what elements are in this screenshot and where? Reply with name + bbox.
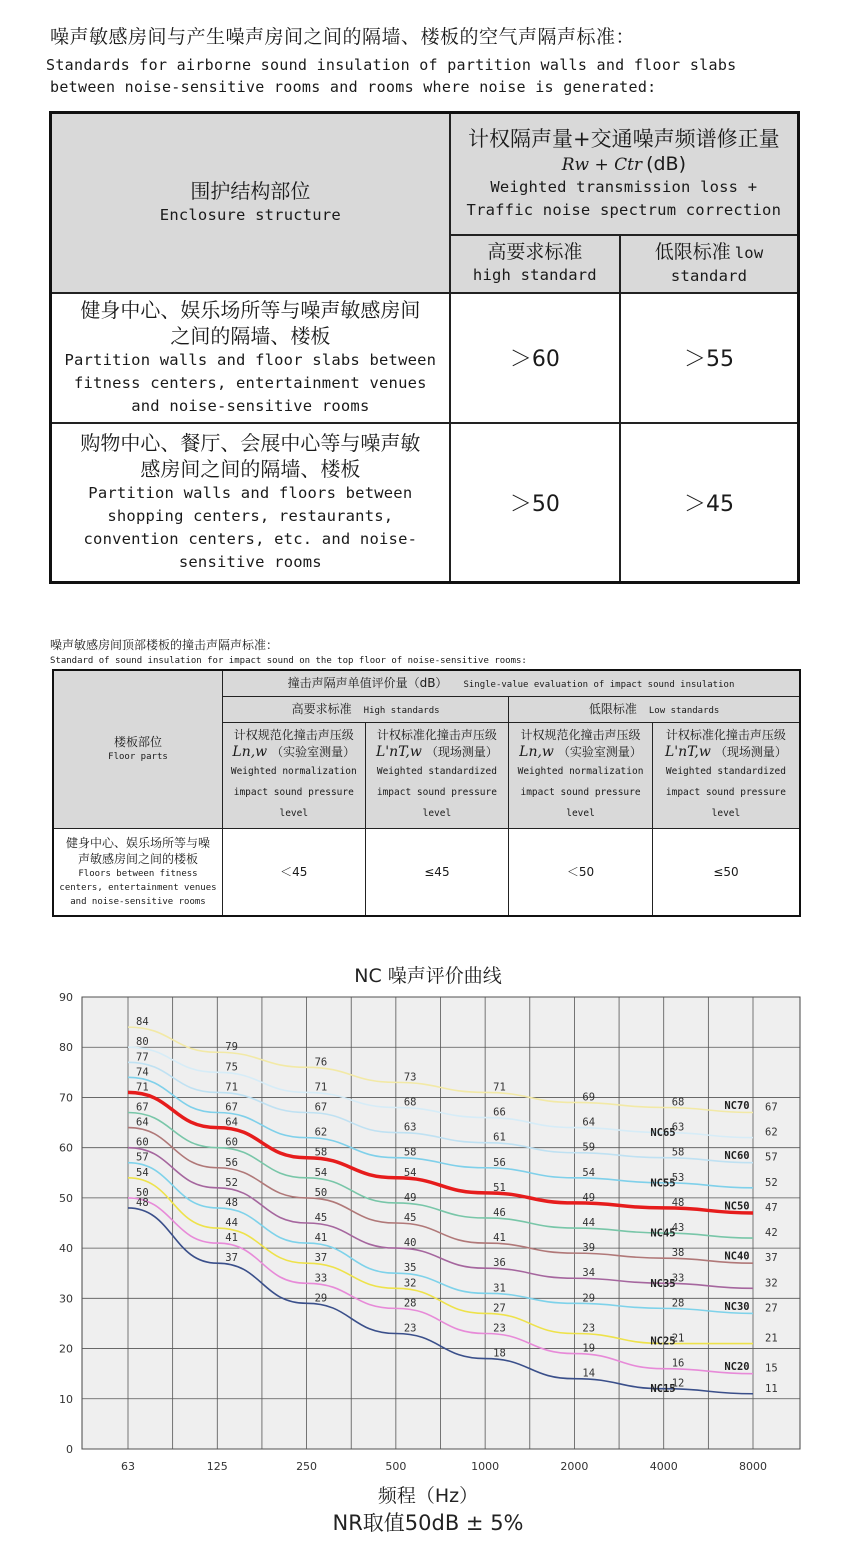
row1-cn-line2: 之间的隔墙、楼板 [170,324,331,348]
y-tick-label: 50 [59,1191,73,1205]
point-label: 43 [671,1222,685,1235]
point-label: 33 [671,1272,685,1285]
floor-row-en2: centers, entertainment venues [59,882,217,893]
point-label: 21 [671,1332,685,1345]
point-label: 58 [403,1146,417,1159]
point-label: 80 [136,1036,149,1049]
point-label: 50 [136,1186,149,1199]
point-label: 12 [671,1377,685,1390]
point-label: 57 [136,1151,149,1164]
field-symbol: L'nT,w [375,743,422,760]
airborne-insulation-table [49,111,800,584]
point-label: 71 [225,1081,238,1094]
point-label: 61 [493,1131,506,1144]
rw-ctr-formula: Rw + Ctr [561,154,643,175]
lab-measure-header-low [509,722,653,828]
x-tick-label: 1000 [471,1460,500,1473]
point-label: 42 [765,1227,778,1240]
enclosure-structure-header-cn: 围护结构部位 [190,179,311,204]
point-label: 34 [582,1267,596,1280]
field-en3: level [711,807,741,819]
point-label: 21 [765,1332,778,1345]
point-label: 36 [493,1257,506,1270]
point-label: 49 [582,1191,596,1204]
field-en2: impact sound pressure [665,786,786,798]
point-label: 64 [225,1116,238,1129]
impact-insulation-table [52,669,801,917]
point-label: 37 [765,1252,778,1265]
series-name-label: NC30 [724,1300,750,1313]
point-label: 46 [493,1206,506,1219]
low-standards-en: Low standards [648,706,720,716]
section1-title-en-line1: Standards for airborne sound insulation of partition walls and floor slabs [46,56,737,74]
point-label: 74 [136,1066,149,1079]
point-label: 18 [493,1347,506,1360]
row2-en-line1: Partition walls and floors between [88,484,413,503]
point-label: 48 [225,1196,238,1209]
point-label: 76 [314,1056,328,1069]
point-label: 77 [136,1051,149,1064]
low-standard-cn: 低限标准 [654,240,731,263]
field-measure-header-high [365,722,509,828]
point-label: 54 [582,1166,596,1179]
y-tick-label: 90 [59,991,73,1004]
point-label: 48 [136,1196,149,1209]
point-label: 64 [136,1116,149,1129]
field-en1: Weighted standardized [665,765,786,777]
row1-en-line2: fitness centers, entertainment venues [73,374,427,392]
point-label: 28 [403,1297,417,1310]
lab-note: （实验室测量） [271,744,356,759]
x-tick-label: 4000 [649,1460,678,1473]
y-tick-label: 80 [59,1041,73,1055]
low-standard-en-a: low [734,243,764,262]
point-label: 56 [225,1156,238,1169]
point-label: 63 [403,1121,417,1134]
lab-en1: Weighted normalization [517,765,644,777]
point-label: 44 [582,1217,596,1230]
floor-row-value: ＜45 [222,828,365,916]
point-label: 67 [225,1101,238,1114]
x-axis-label: 频程（Hz） [377,1485,479,1507]
field-en2: impact sound pressure [376,786,497,798]
point-label: 41 [493,1232,506,1245]
series-name-label: NC70 [724,1100,750,1112]
row2-en-line2: shopping centers, restaurants, [107,507,394,526]
x-tick-label: 2000 [560,1460,589,1473]
field-cn: 计权标准化撞击声压级 [665,727,786,742]
enclosure-structure-header [51,113,450,293]
point-label: 73 [403,1071,417,1084]
series-name-label: NC60 [724,1150,750,1163]
x-tick-label: 250 [296,1460,318,1473]
point-label: 59 [582,1141,596,1154]
point-label: 52 [225,1176,238,1189]
high-standards-header [222,696,508,722]
point-label: 32 [765,1277,778,1290]
point-label: 37 [225,1252,238,1265]
series-name-label: NC45 [650,1227,676,1240]
point-label: 31 [493,1282,506,1295]
group-header-unit: (dB) [646,152,686,175]
series-name-label: NC20 [724,1361,750,1374]
y-tick-label: 40 [59,1242,73,1256]
weighted-loss-group-header [450,113,799,235]
point-label: 49 [403,1191,417,1204]
point-label: 33 [314,1272,328,1285]
point-label: 27 [765,1302,778,1315]
point-label: 27 [493,1302,506,1315]
row1-high-value: ＞60 [450,293,620,423]
lab-symbol: Ln,w [232,743,268,760]
section1-title-en-line2: between noise-sensitive rooms and rooms where noise is generated: [50,78,657,96]
point-label: 79 [225,1041,238,1054]
floor-row-en3: and noise-sensitive rooms [70,896,206,907]
group-header-cn: 计权隔声量+交通噪声频谱修正量 [468,126,780,151]
point-label: 29 [582,1292,596,1305]
high-standard-header [450,235,620,293]
point-label: 29 [314,1292,328,1305]
x-tick-label: 500 [385,1460,407,1473]
floor-parts-header [53,670,222,828]
x-tick-label: 8000 [739,1460,767,1473]
point-label: 44 [225,1217,238,1230]
point-label: 71 [493,1081,506,1094]
point-label: 19 [582,1342,596,1355]
high-standard-en: high standard [472,266,597,284]
point-label: 71 [314,1081,328,1094]
point-label: 23 [403,1322,417,1335]
field-note: （现场测量） [714,744,787,759]
lab-en3: level [566,807,595,819]
section1-title-cn: 噪声敏感房间与产生噪声房间之间的隔墙、楼板的空气声隔声标准： [50,26,636,48]
field-en3: level [422,807,452,819]
point-label: 35 [403,1262,417,1275]
section2-title-cn: 噪声敏感房间顶部楼板的撞击声隔声标准： [50,638,279,652]
row2-cn-line1: 购物中心、餐厅、会展中心等与噪声敏 [80,431,421,456]
point-label: 75 [225,1061,238,1074]
high-standards-cn: 高要求标准 [291,702,352,716]
x-tick-labels [121,1460,767,1473]
point-label: 67 [765,1101,778,1114]
chart-title: NC 噪声评价曲线 [354,965,502,987]
row1-en-line1: Partition walls and floor slabs between [64,351,437,369]
point-label: 41 [225,1232,238,1245]
point-label: 15 [765,1362,778,1375]
point-label: 69 [582,1091,596,1104]
floor-row-value: ≤45 [365,828,509,916]
point-label: 71 [136,1081,149,1094]
point-label: 39 [582,1242,596,1255]
low-standard-en-b: standard [670,266,748,285]
y-tick-labels [59,991,73,1456]
chart-subtitle: NR取值50dB ± 5% [332,1511,524,1535]
point-label: 38 [671,1247,685,1260]
point-label: 47 [765,1201,778,1214]
lab-en3: level [279,807,309,819]
point-label: 58 [314,1146,328,1159]
point-label: 48 [671,1196,685,1209]
plot-area [82,997,800,1449]
lab-en2: impact sound pressure [520,786,641,798]
series-name-label: NC65 [650,1127,676,1140]
y-tick-label: 60 [59,1141,73,1155]
x-tick-label: 125 [206,1460,228,1473]
table-row [51,423,799,583]
floor-parts-cn: 楼板部位 [113,735,162,750]
point-label: 68 [403,1096,417,1109]
point-label: 84 [136,1016,149,1029]
field-cn: 计权标准化撞击声压级 [376,727,497,742]
row2-high-value: ＞50 [450,423,620,583]
row2-en-line3: convention centers, etc. and noise- [83,530,418,549]
floor-row-cn2: 声敏感房间之间的楼板 [77,851,198,866]
lab-cn: 计权规范化撞击声压级 [520,727,641,742]
section2-title-en: Standard of sound insulation for impact sound on the top floor of noise-sensitive rooms: [50,656,527,666]
lab-measure-header-high [222,722,365,828]
high-standards-en: High standards [363,706,440,716]
point-label: 67 [314,1101,328,1114]
y-tick-label: 0 [66,1443,73,1456]
table-row [53,828,800,916]
row1-structure [51,293,450,423]
high-standard-cn: 高要求标准 [487,241,583,263]
lab-en2: impact sound pressure [233,786,354,798]
point-label: 28 [671,1297,685,1310]
row2-en-line4: sensitive rooms [178,553,322,572]
impact-group-cn: 撞击声隔声单值评价量（dB） [287,676,448,691]
point-label: 53 [671,1171,685,1184]
point-label: 41 [314,1232,328,1245]
point-label: 67 [136,1101,149,1114]
group-header-en-line1: Weighted transmission loss + [490,177,758,196]
row2-structure [51,423,450,583]
floor-row-label [53,828,222,916]
point-label: 16 [671,1357,685,1370]
point-label: 57 [765,1151,778,1164]
point-label: 63 [671,1121,685,1134]
series-name-label: NC35 [650,1277,676,1290]
point-label: 54 [136,1166,149,1179]
series-name-label: NC50 [724,1200,750,1213]
y-tick-label: 70 [59,1091,73,1105]
point-label: 60 [225,1136,238,1149]
y-tick-label: 20 [59,1342,73,1356]
impact-group-header [222,670,800,696]
point-label: 58 [671,1146,685,1159]
low-standards-header [509,696,800,722]
series-name-label: NC15 [650,1383,676,1396]
point-label: 62 [314,1126,328,1139]
point-label: 50 [314,1186,328,1199]
table-row [51,293,799,423]
y-tick-label: 10 [59,1392,73,1406]
floor-row-en1: Floors between fitness [78,868,198,879]
floor-parts-en: Floor parts [108,752,168,763]
point-label: 23 [493,1322,506,1335]
enclosure-structure-header-en: Enclosure structure [159,206,341,225]
row2-low-value: ＞45 [620,423,798,583]
row1-low-value: ＞55 [620,293,798,423]
point-label: 32 [403,1277,417,1290]
point-label: 51 [493,1181,506,1194]
lab-symbol: Ln,w [519,743,554,760]
lab-en1: Weighted normalization [230,765,357,777]
point-label: 45 [314,1212,328,1224]
field-measure-header-low [652,722,800,828]
point-label: 37 [314,1252,328,1265]
point-label: 60 [136,1136,149,1149]
point-label: 45 [403,1212,417,1224]
lab-cn: 计权规范化撞击声压级 [233,727,354,742]
series-name-label: NC55 [650,1177,676,1190]
point-label: 54 [403,1166,417,1179]
point-label: 40 [403,1237,417,1250]
floor-row-cn1: 健身中心、娱乐场所等与噪 [65,835,210,850]
point-label: 14 [582,1367,596,1380]
x-tick-label: 63 [121,1460,135,1473]
point-label: 68 [671,1096,685,1109]
row2-cn-line2: 感房间之间的隔墙、楼板 [140,457,361,482]
point-label: 11 [765,1382,778,1395]
point-label: 56 [493,1156,506,1169]
floor-row-value: ＜50 [509,828,653,916]
point-label: 23 [582,1322,596,1335]
field-en1: Weighted standardized [376,765,497,777]
row1-cn-line1: 健身中心、娱乐场所等与噪声敏感房间 [80,298,421,322]
impact-group-en: Single-value evaluation of impact sound insulation [463,680,735,691]
low-standard-header [620,235,798,293]
field-symbol: L'nT,w [664,743,711,760]
lab-note: （实验室测量） [557,744,642,759]
point-label: 64 [582,1116,596,1129]
floor-row-value: ≤50 [652,828,800,916]
point-label: 54 [314,1166,328,1179]
row1-en-line3: and noise-sensitive rooms [131,397,370,415]
point-label: 66 [493,1106,506,1119]
group-header-en-line2: Traffic noise spectrum correction [466,200,782,219]
y-tick-label: 30 [59,1292,73,1306]
series-name-label: NC25 [650,1335,676,1348]
low-standards-cn: 低限标准 [588,702,637,716]
field-note: （现场测量） [425,744,498,759]
point-label: 62 [765,1126,778,1139]
series-name-label: NC40 [724,1250,750,1263]
point-label: 52 [765,1176,778,1189]
nc-curve-chart [0,955,850,1556]
